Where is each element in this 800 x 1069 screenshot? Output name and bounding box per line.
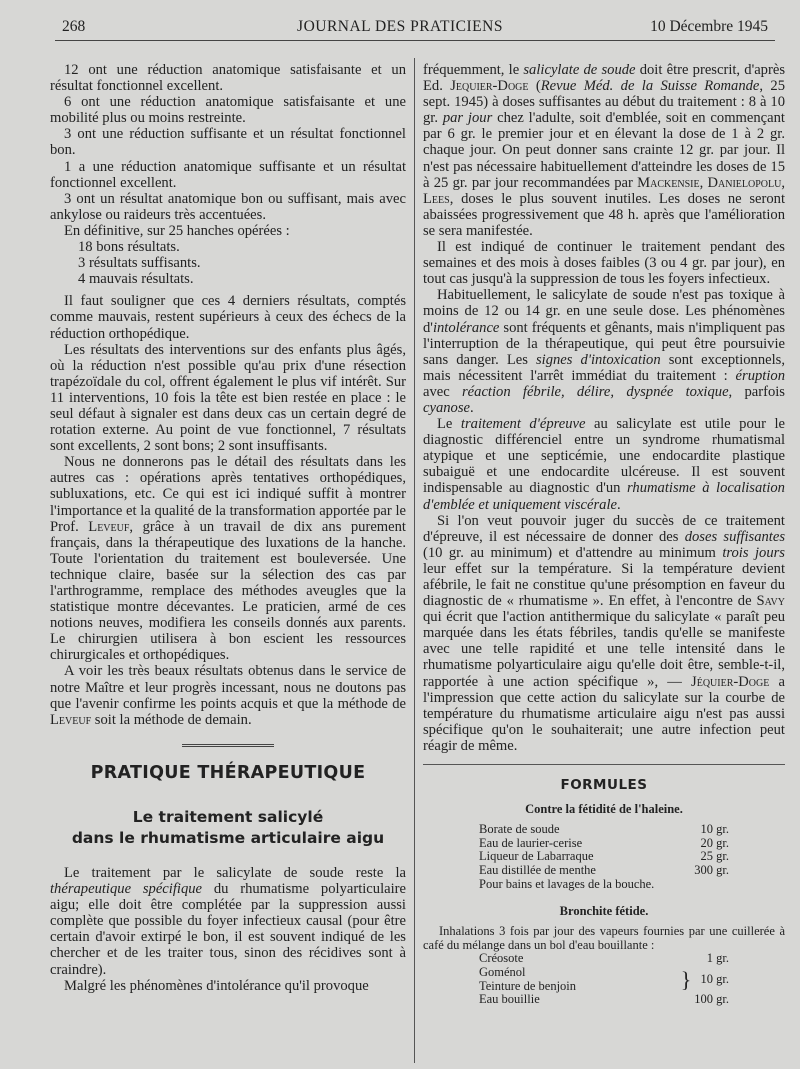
emphasis: doses suffisantes xyxy=(684,528,786,545)
text: soit la méthode de demain. xyxy=(91,711,252,728)
text: chez l'adulte, soit d'emblée, soit en commençant par 6 gr. le premier jour et en élevant la dose de 1 à 2 gr. chaque jour. On peut donner sans crainte 12 gr. par jour. Il n'est pas nécessaire habituellement d'atteindre les doses de 15 à 25 gr. par jour recommandées par xyxy=(423,110,785,191)
text: A voir les très beaux résultats obtenus dans le service de notre Maître et leur progrès incessant, nous ne doutons pas que l'avenir confirme les points acquis et que la méthode de xyxy=(50,663,406,712)
paragraph xyxy=(50,663,406,727)
paragraph: Il est indiqué de continuer le traitement pendant des semaines et des mois à doses faibles (3 ou 4 gr. par jour), en tout cas jusqu'à la suppression de tous les foyers infectieux. xyxy=(423,239,785,288)
article-title-line-1: Le traitement salicylé xyxy=(132,807,324,826)
ingredient-name: Goménol xyxy=(479,965,526,980)
text: . xyxy=(616,496,621,513)
text: Le traitement par le salicylate de soude reste la xyxy=(64,864,406,881)
text: sont fréquents et gênants, mais n'impliquent pas l'interruption de la thérapeutique, qui peut être poursuivie sans danger. Les xyxy=(423,319,785,368)
formula-title: Bronchite fétide. xyxy=(559,904,649,919)
column-divider xyxy=(414,58,415,1063)
ingredient-qty: 100 gr. xyxy=(694,992,729,1007)
article-title xyxy=(50,807,406,849)
author-name: Leveuf xyxy=(88,518,130,535)
emphasis: réaction fébrile, délire, dyspnée toxique xyxy=(462,383,729,400)
article-title-line-2: dans le rhumatisme articulaire aigu xyxy=(71,828,385,847)
formula-row xyxy=(479,952,729,966)
text: sont exceptionnels, mais nécessitent l'arrêt immédiat du traitement : xyxy=(423,351,786,384)
paragraph xyxy=(423,287,785,416)
formules-heading: FORMULES xyxy=(560,777,648,794)
author-name: Jequier-Doge xyxy=(450,78,529,95)
paragraph: 3 ont une réduction suffisante et un résultat fonctionnel bon. xyxy=(50,126,406,159)
text: fréquemment, le xyxy=(423,62,524,78)
emphasis: traitement d'épreuve xyxy=(460,416,586,433)
text: avec xyxy=(423,383,462,400)
emphasis: cyanose xyxy=(423,399,471,416)
paragraph: 12 ont une réduction anatomique satisfaisante et un résultat fonctionnel excellent. xyxy=(50,62,406,95)
paragraph: Les résultats des interventions sur des enfants plus âgés, où la réduction n'est possible qu'au prix d'une résection trapézoïdale du col, offrent également le plus vif intérêt. Sur 11 interventions, 10 fois la tête est bien restée en place : le seul défaut à signaler est dans deux cas un certain degré de rotation externe. Au point de vue fonctionnel, 7 résultats sont excellents, 2 sont bons; 2 sont insuffisants. xyxy=(50,341,406,455)
ingredient-name: Borate de soude xyxy=(479,822,560,837)
emphasis: éruption xyxy=(735,367,785,384)
formula-row xyxy=(479,864,729,878)
ingredient-qty: 20 gr. xyxy=(700,835,729,850)
paragraph: Il faut souligner que ces 4 derniers résultats, comptés comme mauvais, restent supérieurs à ceux des échecs de la réduction orthopédique. xyxy=(50,293,406,342)
ingredient-qty: 300 gr. xyxy=(694,863,729,877)
formula-row xyxy=(479,837,729,851)
text: Nous ne donnerons pas le détail des résultats dans les autres cas : opérations après tentatives orthopédiques, subluxations, etc. Ce qui est ici indiqué suffit à montrer l'importance et la qualité de la transformation apportée par le Prof. xyxy=(50,454,406,535)
text: , xyxy=(781,174,786,191)
formula-row xyxy=(479,850,729,864)
text: au salicylate est utile pour le diagnostic différenciel entre un syndrome rhumatismal atypique et une septicémie, une endocardite plastique subaiguë et une endocardite ulcéreuse. Il est souvent indispensable au diagnostic d'un xyxy=(423,416,785,497)
paragraph xyxy=(423,62,785,239)
text: (10 gr. au minimum) et d'attendre au minimum xyxy=(423,544,723,561)
ingredient-name: Teinture de benjoin xyxy=(479,978,577,993)
ingredient-qty: 10 gr. xyxy=(700,972,729,987)
emphasis: Revue Méd. de la Suisse Romande xyxy=(540,78,760,95)
paragraph: Malgré les phénomènes d'intolérance qu'il provoque xyxy=(64,977,369,994)
text: doit être prescrit, d'après Ed. xyxy=(423,62,785,95)
text: qui écrit que l'action antithermique du salicylate « paraît peu marquée dans les états fébriles, tandis qu'elle se manifeste avec une telle rapidité et une telle intensité dans le rhumatisme polyarticulaire aigu qu'elle doit être, semble-t-il, rapportée à une action spécifique », — xyxy=(423,609,785,690)
author-name: Lees xyxy=(423,190,450,207)
text: Habituellement, le salicylate de soude n'est pas toxique à moins de 12 ou 14 gr. en une seule dose. Les phénomènes d' xyxy=(423,287,785,336)
ingredient-name: Créosote xyxy=(479,951,524,966)
formula-title: Contre la fétidité de l'haleine. xyxy=(525,802,683,817)
author-name: Savy xyxy=(756,593,785,610)
section-divider xyxy=(182,744,274,747)
text: ( xyxy=(528,78,541,95)
emphasis: intolérance xyxy=(432,319,500,336)
ingredient-name: Eau de laurier-cerise xyxy=(479,835,583,850)
text: , xyxy=(699,174,708,191)
formula-brace-group xyxy=(479,966,729,993)
text: , doses le plus souvent inutiles. Les doses ne seront abaissées progressivement que 48 h. après que l'amélioration se sera manifestée. xyxy=(423,190,785,239)
paragraph xyxy=(423,416,785,513)
paragraph: 6 ont une réduction anatomique satisfaisante et une mobilité plus ou moins restreinte. xyxy=(50,94,406,127)
author-name: Leveuf xyxy=(50,711,92,728)
emphasis: salicylate de soude xyxy=(523,62,636,78)
emphasis: rhumatisme à localisation d'emblée et uniquement viscérale xyxy=(423,480,785,513)
emphasis: thérapeutique spécifique xyxy=(50,881,203,898)
issue-date: 10 Décembre 1945 xyxy=(650,18,768,35)
ingredient-name: Liqueur de Labarraque xyxy=(479,849,594,864)
formula-row xyxy=(479,993,729,1007)
text: leur effet sur la température. Si la température devient afébrile, le fait ne constitue qu'une présomption en faveur du diagnostic de « rhumatisme ». En effet, à l'encontre de xyxy=(423,560,785,610)
ingredient-name: Eau bouillie xyxy=(479,992,540,1007)
emphasis: trois jours xyxy=(722,544,785,561)
result-line: 4 mauvais résultats. xyxy=(78,271,194,288)
formules-rule xyxy=(423,764,785,765)
formula-note: Pour bains et lavages de la bouche. xyxy=(479,876,655,891)
page-header xyxy=(0,14,800,40)
text: , 25 sept. 1945) à doses suffisantes au début du traitement : 8 à 10 gr. xyxy=(423,78,786,127)
formula-list xyxy=(423,823,785,877)
paragraph xyxy=(50,454,406,663)
text: a l'impression que cette action du salicylate sur la courbe de température du rhumatisme articulaire aigu n'est pas aussi spécifique qu'on le souhaiterait; une autre infection peut réagir de même. xyxy=(423,673,785,754)
text: Le xyxy=(437,416,461,433)
formula-row xyxy=(479,823,729,837)
text: Si l'on veut pouvoir juger du succès de ce traitement d'épreuve, il est nécessaire de donner des xyxy=(423,512,785,545)
ingredient-qty: 1 gr. xyxy=(706,951,729,966)
page-number: 268 xyxy=(62,18,86,35)
author-name: Danielopolu xyxy=(707,174,782,191)
right-column xyxy=(423,62,785,1007)
author-name: Jéquier-Doge xyxy=(691,673,770,690)
text: . xyxy=(470,399,474,416)
paragraph: 1 a une réduction anatomique suffisante et un résultat fonctionnel excellent. xyxy=(50,158,406,191)
emphasis: par jour xyxy=(442,110,493,127)
result-line: 3 résultats suffisants. xyxy=(78,255,201,272)
section-heading: PRATIQUE THÉRAPEUTIQUE xyxy=(90,762,366,783)
text: du rhumatisme polyarticulaire aigu; elle doit être complétée par la suppression aussi complète que possible du foyer infectieux causal (pour être certain d'avoir extirpé le bon, il est souvent indiqué de les chercher et de les traiter tous, sinon des récidives sont à craindre). xyxy=(50,881,407,978)
paragraph: 3 ont un résultat anatomique bon ou suffisant, mais avec ankylose ou raideurs très accentuées. xyxy=(50,190,406,223)
left-column xyxy=(50,62,406,994)
paragraph xyxy=(423,513,785,754)
emphasis: signes d'intoxication xyxy=(535,351,661,368)
result-line: 18 bons résultats. xyxy=(78,239,180,256)
ingredient-name: Eau distillée de menthe xyxy=(479,863,596,877)
header-rule xyxy=(55,40,775,41)
paragraph: En définitive, sur 25 hanches opérées : xyxy=(64,222,290,239)
text: , parfois xyxy=(728,383,785,400)
author-name: Mackensie xyxy=(637,174,700,191)
paragraph xyxy=(50,865,406,978)
text: , grâce à un travail de dix ans purement français, dans la thérapeutique des luxations de la hanche. Toute l'orientation du traitement est bouleversée. Une technique claire, basée sur la sélection des cas par l'arthrogramme, remplace des méthodes aveugles que la statistique montre décevantes. Le praticien, armé de ces notions neuves, modifiera les conseils donnés aux parents. Le chirurgien utilisera à bon escient les ressources chirurgicales et orthopédiques. xyxy=(50,518,406,664)
brace-names xyxy=(479,966,679,993)
ingredient-qty: 10 gr. xyxy=(700,822,729,837)
ingredient-qty: 25 gr. xyxy=(700,849,729,864)
journal-title: JOURNAL DES PRATICIENS xyxy=(297,18,503,35)
formula-instructions: Inhalations 3 fois par jour des vapeurs fournies par une cuillerée à café du mélange dans un bol d'eau bouillante : xyxy=(423,924,785,952)
brace-symbol: } xyxy=(680,967,692,993)
